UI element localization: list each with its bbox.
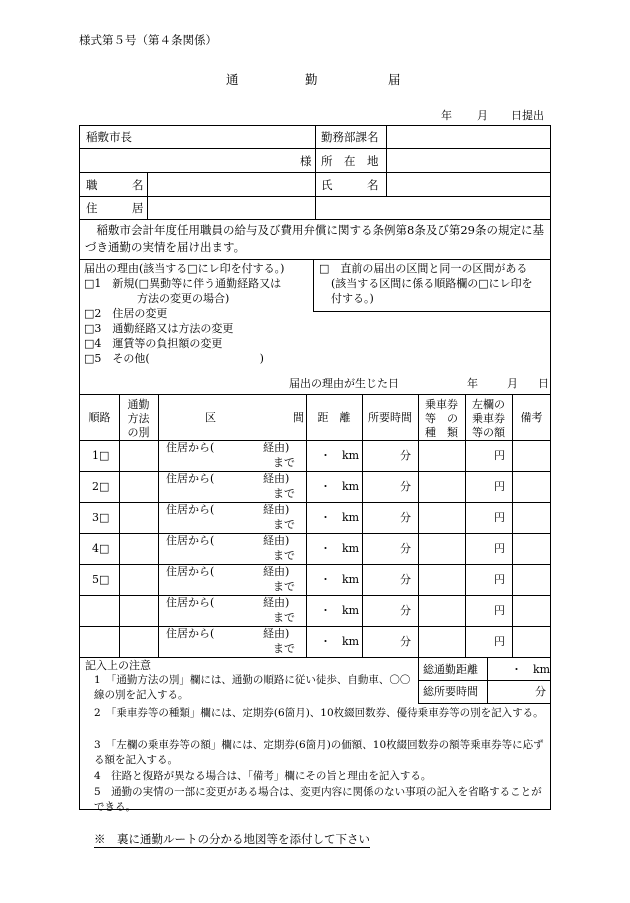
distance-dot: ・	[320, 511, 331, 524]
table-row	[80, 564, 551, 595]
total-time-value: 分	[535, 685, 546, 698]
distance-dot: ・	[320, 542, 331, 555]
header-amount-3: 等の額	[472, 426, 505, 439]
section-to: まで	[273, 518, 295, 531]
table-row	[80, 471, 551, 502]
section-from: 住居から(	[166, 441, 215, 454]
time-unit: 分	[400, 511, 411, 524]
distance-dot: ・	[320, 480, 331, 493]
rule	[80, 657, 551, 658]
total-distance-value: ・ km	[511, 663, 551, 676]
time-unit: 分	[400, 604, 411, 617]
submit-day-label: 日提出	[511, 109, 544, 122]
rule	[80, 219, 551, 220]
rule	[80, 148, 315, 149]
location-label: 所 在 地	[321, 154, 379, 168]
table-row	[80, 626, 551, 657]
header-distance: 距 離	[317, 411, 351, 424]
section-to: まで	[273, 456, 295, 469]
table-row	[80, 440, 551, 471]
section-from: 住居から(	[166, 596, 215, 609]
reason-option-4[interactable]: □4 運賃等の負担額の変更	[84, 337, 223, 350]
notification-form	[79, 125, 551, 814]
time-unit: 分	[400, 635, 411, 648]
section-via: 経由)	[263, 596, 290, 609]
amount-unit: 円	[494, 511, 505, 524]
reason-option-5[interactable]: □5 その他( )	[84, 352, 264, 365]
dept-label: 勤務部課名	[321, 130, 379, 144]
rule	[418, 680, 551, 681]
header-route: 順路	[88, 411, 111, 424]
section-from: 住居から(	[166, 503, 215, 516]
same-section-checkbox[interactable]: □ 直前の届出の区間と同一の区間がある	[319, 262, 528, 275]
sama-label: 様	[300, 154, 312, 168]
reason-option-1-cont: 方法の変更の場合)	[137, 292, 230, 305]
total-time-label: 総所要時間	[423, 685, 478, 698]
amount-unit: 円	[494, 604, 505, 617]
reason-option-3[interactable]: □3 通勤経路又は方法の変更	[84, 322, 234, 335]
rule	[313, 311, 551, 312]
header-section: 区 間	[205, 411, 304, 424]
reason-date-month: 月	[507, 377, 518, 390]
section-to: まで	[273, 580, 295, 593]
rule	[313, 259, 314, 311]
section-via: 経由)	[263, 565, 290, 578]
route-number[interactable]: 3□	[92, 511, 110, 524]
amount-unit: 円	[494, 542, 505, 555]
rule	[147, 172, 148, 219]
amount-unit: 円	[494, 573, 505, 586]
section-via: 経由)	[263, 441, 290, 454]
header-amount-1: 左欄の	[472, 398, 505, 411]
reason-date-label: 届出の理由が生じた日	[289, 377, 399, 390]
declaration: 稲敷市会計年度任用職員の給与及び費用弁償に関する条例第8条及び第29条の規定に基づき通勤の実情を届け出ます。	[85, 223, 544, 254]
header-amount-2: 乗車券	[472, 412, 505, 425]
rule	[80, 259, 551, 260]
distance-dot: ・	[320, 573, 331, 586]
section-from: 住居から(	[166, 565, 215, 578]
rule	[418, 703, 551, 704]
time-unit: 分	[400, 573, 411, 586]
total-distance-label: 総通勤距離	[423, 663, 478, 676]
notes-heading: 記入上の注意	[85, 659, 151, 672]
distance-unit: km	[342, 635, 360, 648]
distance-dot: ・	[320, 449, 331, 462]
time-unit: 分	[400, 542, 411, 555]
submit-month-label: 月	[477, 109, 488, 122]
name-label: 氏 名	[321, 178, 379, 192]
route-number[interactable]: 1□	[92, 449, 110, 462]
header-ticket-2: 等 の	[425, 412, 458, 425]
header-method-1: 通勤	[127, 398, 150, 411]
rule	[386, 172, 387, 196]
section-to: まで	[273, 642, 295, 655]
note-5: 5 通勤の実情の一部に変更がある場合は、変更内容に関係のない事項の記入を省略することができる。	[94, 786, 542, 814]
distance-unit: km	[342, 573, 360, 586]
header-method-2: 方法	[127, 412, 150, 425]
time-unit: 分	[400, 480, 411, 493]
title-char-2: 勤	[305, 72, 318, 87]
same-section-note: (該当する区間に係る順路欄の□にレ印を	[331, 277, 533, 290]
note-2: 2 「乗車券等の種類」欄には、定期券(6箇月)、10枚綴回数券、優待乗車券等の別を記入する。	[94, 707, 544, 719]
section-from: 住居から(	[166, 472, 215, 485]
amount-unit: 円	[494, 449, 505, 462]
time-unit: 分	[400, 449, 411, 462]
reason-date-day: 日	[538, 377, 549, 390]
distance-dot: ・	[320, 635, 331, 648]
amount-unit: 円	[494, 480, 505, 493]
header-remarks: 備考	[520, 411, 543, 424]
route-number[interactable]: 4□	[92, 542, 110, 555]
section-to: まで	[273, 487, 295, 500]
header-ticket-3: 種 類	[425, 426, 458, 439]
section-via: 経由)	[263, 534, 290, 547]
table-row	[80, 502, 551, 533]
section-via: 経由)	[263, 472, 290, 485]
distance-unit: km	[342, 604, 360, 617]
addressee: 稲敷市長	[86, 130, 132, 144]
header-method-3: の別	[127, 426, 150, 439]
footer-note-text: ※ 裏に通勤ルートの分かる地図等を添付して下さい	[94, 832, 370, 846]
section-via: 経由)	[263, 503, 290, 516]
note-1: 1 「通勤方法の別」欄には、通勤の順路に従い徒歩、自動車、〇〇線の別を記入する。	[94, 674, 411, 702]
title-char-3: 届	[388, 72, 401, 87]
address-label: 住 居	[86, 201, 144, 215]
distance-dot: ・	[320, 604, 331, 617]
distance-unit: km	[342, 480, 360, 493]
note-3: 3 「左欄の乗車券等の額」欄には、定期券(6箇月)の価額、10枚綴回数券の額等乗車券等に応ずる額を記入する。	[94, 739, 544, 767]
distance-unit: km	[342, 511, 360, 524]
table-row	[80, 595, 551, 626]
section-from: 住居から(	[166, 534, 215, 547]
reason-heading: 届出の理由(該当する□にレ印を付する。)	[84, 262, 285, 275]
reason-option-1[interactable]: □1 新規(□異動等に伴う通勤経路又は	[84, 277, 282, 290]
header-time: 所要時間	[368, 411, 412, 424]
reason-date-year: 年	[467, 377, 478, 390]
distance-unit: km	[342, 542, 360, 555]
section-to: まで	[273, 611, 295, 624]
form-number: 様式第５号（第４条関係）	[79, 33, 217, 47]
amount-unit: 円	[494, 635, 505, 648]
reason-option-2[interactable]: □2 住居の変更	[84, 307, 168, 320]
section-to: まで	[273, 549, 295, 562]
position-label: 職 名	[86, 178, 144, 192]
same-section-note-2: 付する。)	[331, 292, 374, 305]
route-number[interactable]: 2□	[92, 480, 110, 493]
distance-unit: km	[342, 449, 360, 462]
header-ticket-1: 乗車券	[425, 398, 458, 411]
route-number[interactable]: 5□	[92, 573, 110, 586]
footer-note	[94, 831, 370, 847]
section-from: 住居から(	[166, 627, 215, 640]
section-via: 経由)	[263, 627, 290, 640]
table-row	[80, 533, 551, 564]
submit-year-label: 年	[441, 109, 452, 122]
rule	[315, 172, 316, 196]
rule	[315, 148, 551, 149]
rule	[80, 394, 551, 395]
title-char-1: 通	[226, 72, 239, 87]
note-4: 4 往路と復路が異なる場合は、「備考」欄にその旨と理由を記入する。	[94, 770, 432, 782]
